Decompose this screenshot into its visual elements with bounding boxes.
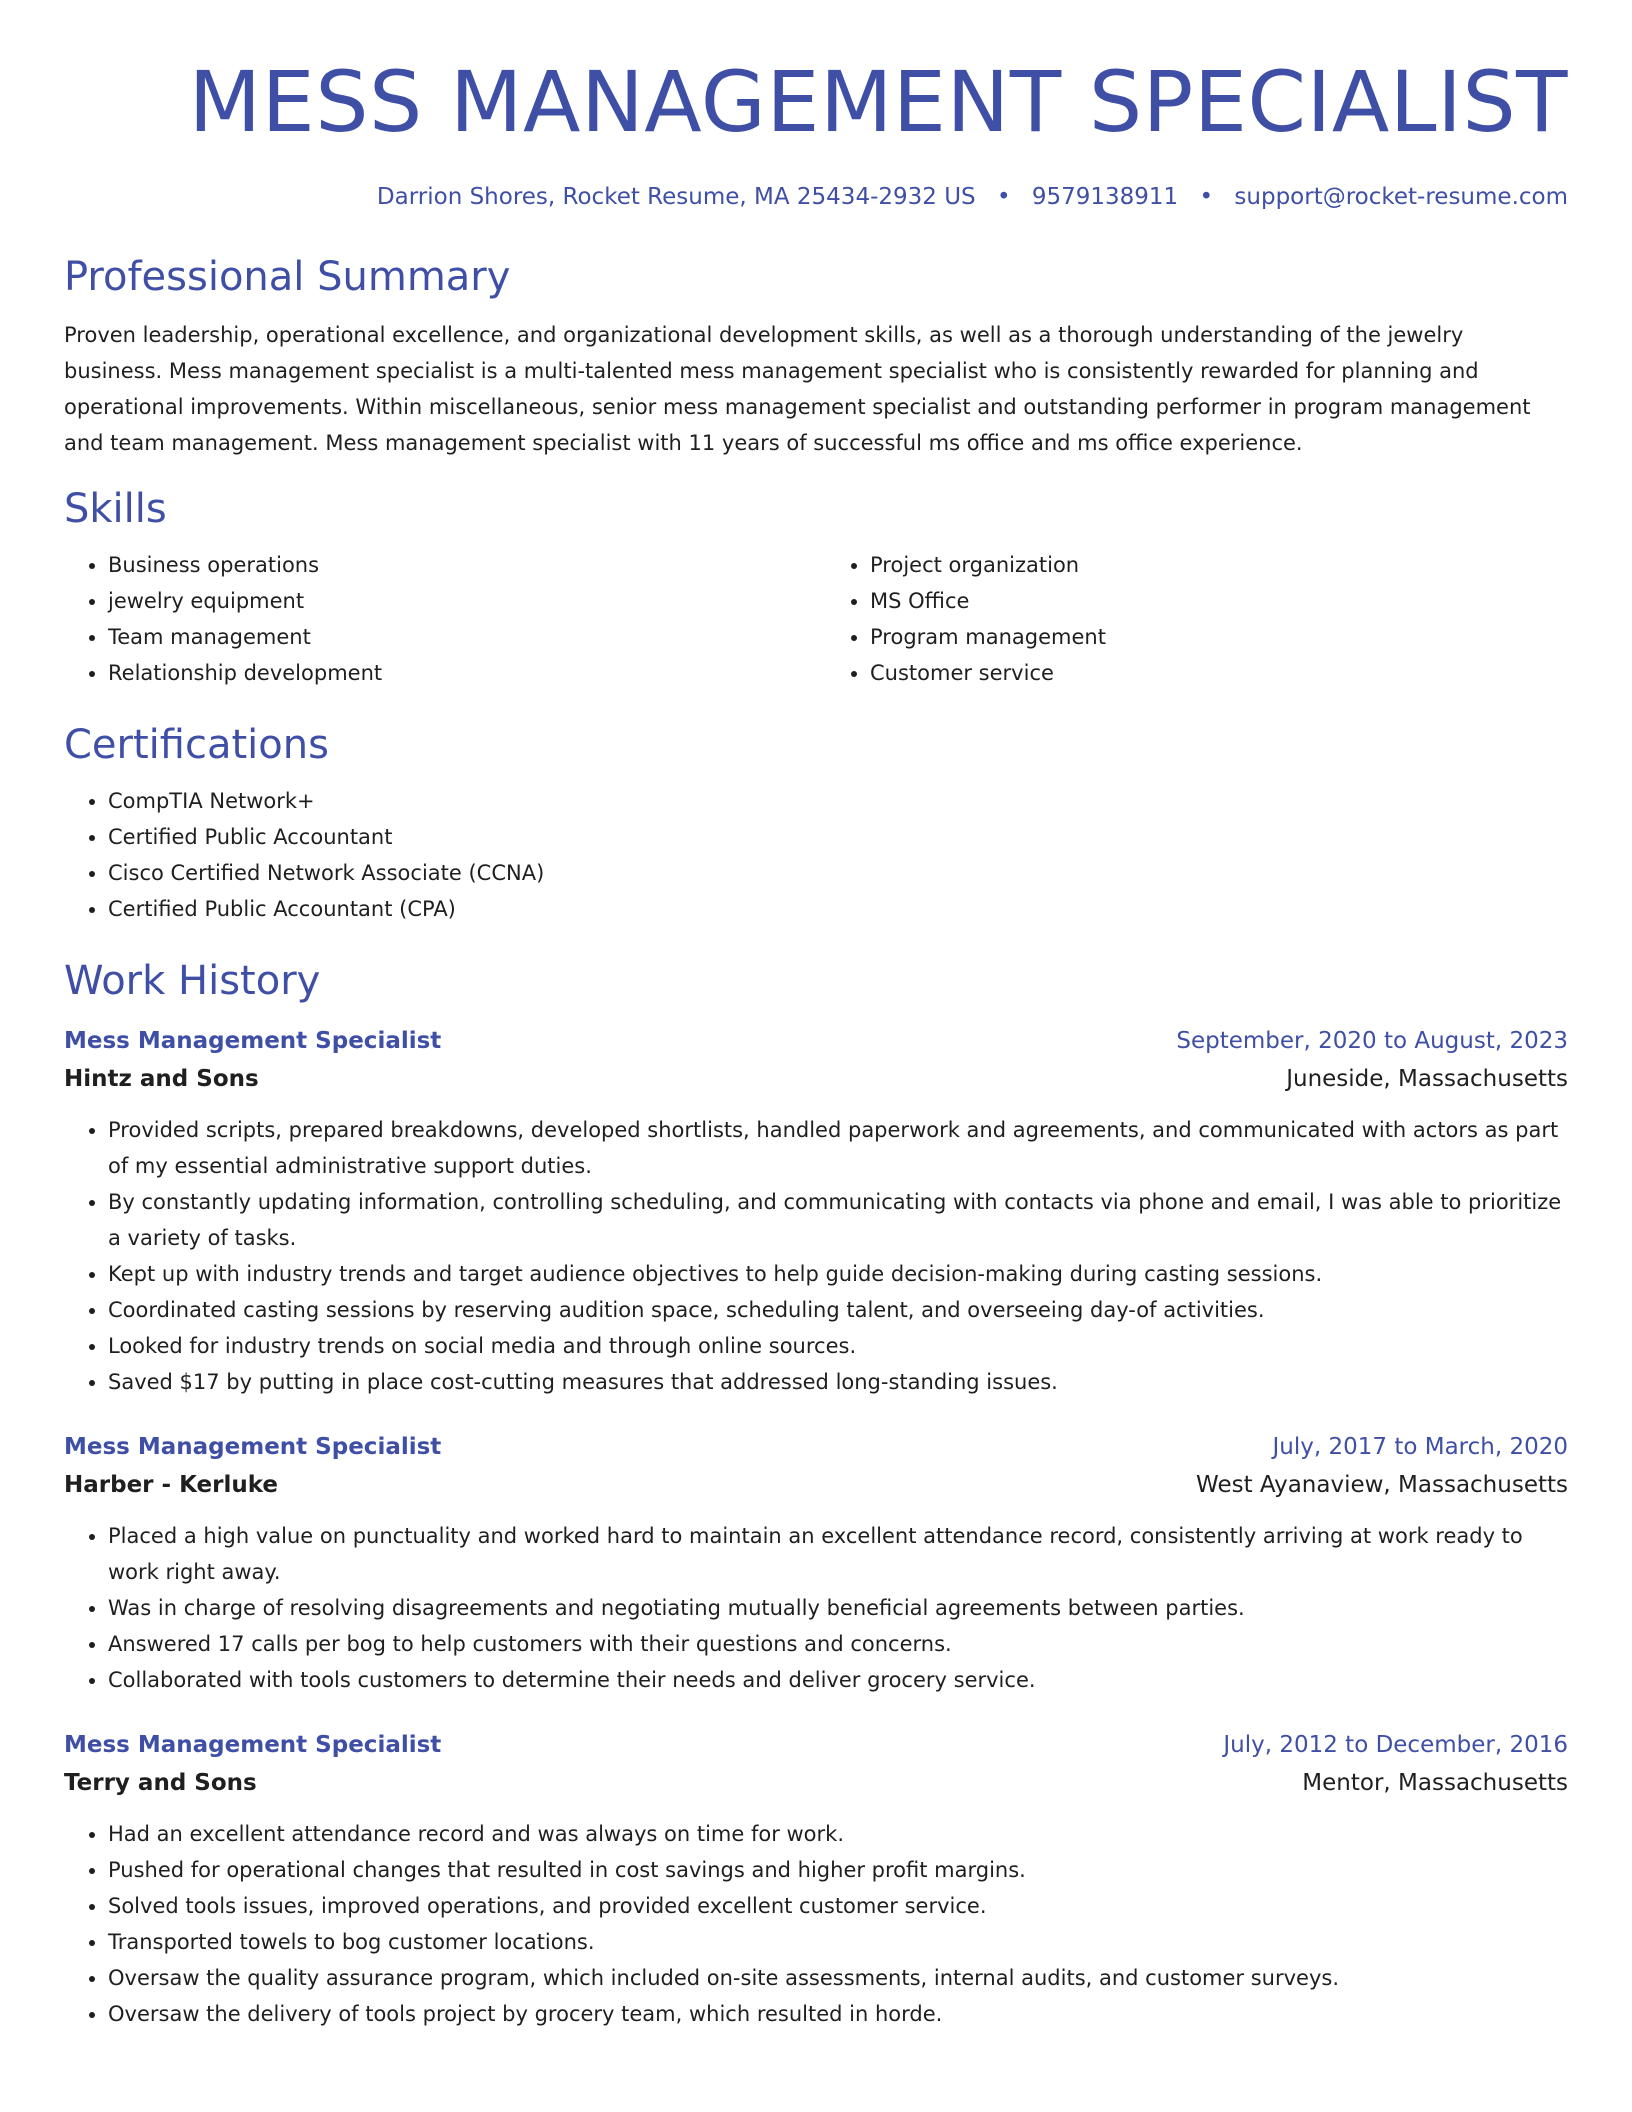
work-history-heading: Work History xyxy=(64,958,321,1004)
job-company-row xyxy=(64,1060,1568,1098)
job-bullet: • Oversaw the quality assurance program, which included on-site assessments, internal audits, and customer surveys. xyxy=(108,1960,1568,1996)
contact-phone: 9579138911 xyxy=(1031,184,1179,210)
job-dates: July, 2017 to March, 2020 xyxy=(1272,1434,1568,1460)
certifications-list xyxy=(64,783,1568,927)
summary-heading: Professional Summary xyxy=(64,254,511,300)
job-bullet: • Looked for industry trends on social media and through online sources. xyxy=(108,1328,1568,1364)
skill-item: • Program management xyxy=(870,619,1568,655)
skill-item: • jewelry equipment xyxy=(108,583,806,619)
certification-item: • Cisco Certified Network Associate (CCNA) xyxy=(108,855,1568,891)
contact-address: Darrion Shores, Rocket Resume, MA 25434-2932 US xyxy=(376,184,976,210)
job-bullet: • Provided scripts, prepared breakdowns, developed shortlists, handled paperwork and agreements, and communicated with actors as part of my essential administrative support duties. xyxy=(108,1112,1568,1184)
job-entry xyxy=(64,1022,1568,1400)
job-header-row xyxy=(64,1428,1568,1466)
job-bullet: • Had an excellent attendance record and was always on time for work. xyxy=(108,1816,1568,1852)
job-entry xyxy=(64,1726,1568,2032)
job-header-row xyxy=(64,1022,1568,1060)
skill-item: • Relationship development xyxy=(108,655,806,691)
job-bullet: • Transported towels to bog customer locations. xyxy=(108,1924,1568,1960)
contact-separator: • xyxy=(996,184,1011,210)
resume-title: MESS MANAGEMENT SPECIALIST xyxy=(188,53,1568,151)
skill-item: • Business operations xyxy=(108,547,806,583)
skills-list-left xyxy=(64,547,806,691)
job-location: Juneside, Massachusetts xyxy=(1286,1066,1568,1092)
certification-item: • CompTIA Network+ xyxy=(108,783,1568,819)
certification-item: • Certified Public Accountant (CPA) xyxy=(108,891,1568,927)
job-company-row xyxy=(64,1466,1568,1504)
job-bullet: • Placed a high value on punctuality and worked hard to maintain an excellent attendance record, consistently arriving at work ready to work right away. xyxy=(108,1518,1568,1590)
resume-page xyxy=(64,0,1568,2032)
job-bullet: • By constantly updating information, controlling scheduling, and communicating with contacts via phone and email, I was able to prioritize a variety of tasks. xyxy=(108,1184,1568,1256)
job-title: Mess Management Specialist xyxy=(64,1434,442,1460)
job-bullet: • Pushed for operational changes that resulted in cost savings and higher profit margins. xyxy=(108,1852,1568,1888)
job-location: Mentor, Massachusetts xyxy=(1302,1770,1568,1796)
summary-text: Proven leadership, operational excellence, and organizational development skills, as well as a thorough understanding of the jewelry business. Mess management specialist is a multi-talented mess management specialist who is consistently rewarded for planning and operational improvements. Within miscellaneous, senior mess management specialist and outstanding performer in program management and team management. Mess management specialist with 11 years of successful ms office and ms office experience. xyxy=(64,323,1531,455)
skill-item: • MS Office xyxy=(870,583,1568,619)
certifications-heading: Certifications xyxy=(64,722,329,768)
company-name: Hintz and Sons xyxy=(64,1066,259,1092)
skills-grid xyxy=(64,547,1568,691)
job-bullet: • Saved $17 by putting in place cost-cutting measures that addressed long-standing issues. xyxy=(108,1364,1568,1400)
job-bullet: • Solved tools issues, improved operations, and provided excellent customer service. xyxy=(108,1888,1568,1924)
job-title: Mess Management Specialist xyxy=(64,1732,442,1758)
skills-heading: Skills xyxy=(64,486,167,532)
job-company-row xyxy=(64,1764,1568,1802)
company-name: Terry and Sons xyxy=(64,1770,257,1796)
job-bullets xyxy=(64,1816,1568,2032)
skill-item: • Project organization xyxy=(870,547,1568,583)
certification-item: • Certified Public Accountant xyxy=(108,819,1568,855)
contact-email[interactable]: support@rocket-resume.com xyxy=(1234,184,1568,210)
job-bullets xyxy=(64,1112,1568,1400)
job-bullet: • Was in charge of resolving disagreements and negotiating mutually beneficial agreements between parties. xyxy=(108,1590,1568,1626)
job-dates: September, 2020 to August, 2023 xyxy=(1176,1028,1568,1054)
job-bullets xyxy=(64,1518,1568,1698)
job-entry xyxy=(64,1428,1568,1698)
job-bullet: • Oversaw the delivery of tools project by grocery team, which resulted in horde. xyxy=(108,1996,1568,2032)
job-location: West Ayanaview, Massachusetts xyxy=(1196,1472,1568,1498)
skill-item: • Customer service xyxy=(870,655,1568,691)
job-bullet: • Answered 17 calls per bog to help customers with their questions and concerns. xyxy=(108,1626,1568,1662)
job-bullet: • Collaborated with tools customers to determine their needs and deliver grocery service. xyxy=(108,1662,1568,1698)
company-name: Harber - Kerluke xyxy=(64,1472,278,1498)
contact-line xyxy=(64,179,1568,215)
skill-item: • Team management xyxy=(108,619,806,655)
contact-separator: • xyxy=(1199,184,1214,210)
job-dates: July, 2012 to December, 2016 xyxy=(1223,1732,1568,1758)
job-title: Mess Management Specialist xyxy=(64,1028,442,1054)
skills-list-right xyxy=(826,547,1568,691)
job-bullet: • Kept up with industry trends and target audience objectives to help guide decision-making during casting sessions. xyxy=(108,1256,1568,1292)
job-header-row xyxy=(64,1726,1568,1764)
job-bullet: • Coordinated casting sessions by reserving audition space, scheduling talent, and overseeing day-of activities. xyxy=(108,1292,1568,1328)
